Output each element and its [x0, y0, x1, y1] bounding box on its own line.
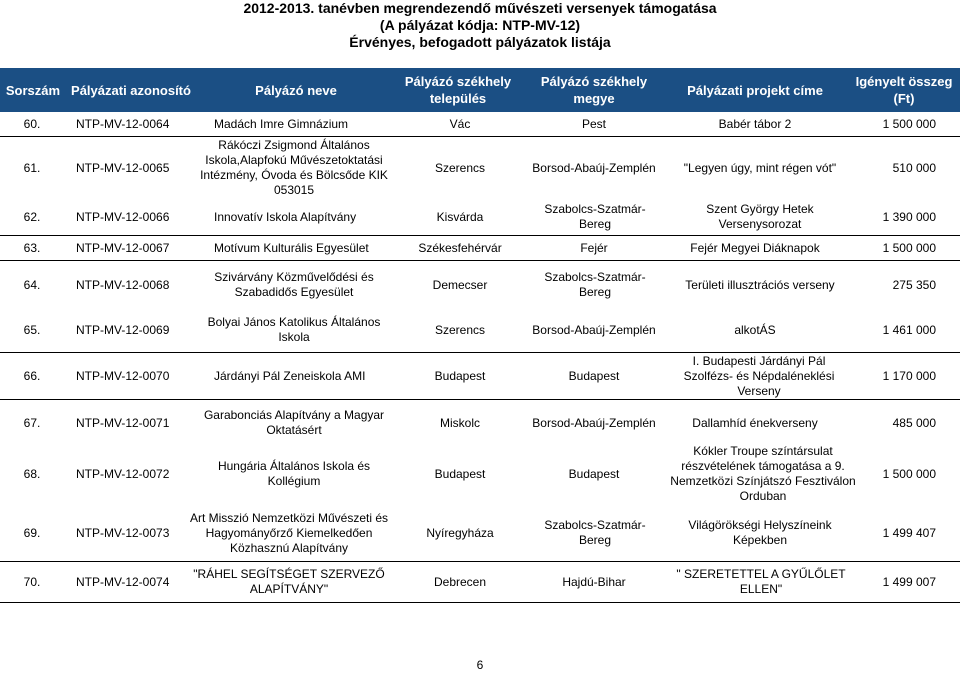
row-num: 64. [23, 277, 41, 292]
row-id: NTP-MV-12-0066 [76, 209, 170, 224]
row-project: Babér tábor 2 [718, 117, 792, 131]
row-project: Kókler Troupe színtársulat részvételének támogatása a 9. Nemzetközi Színjátszó Fesztiválon Orduban [670, 444, 856, 503]
row-amount: 275 350 [892, 277, 936, 292]
row-town: Székesfehérvár [418, 240, 502, 255]
row-amount: 1 170 000 [882, 368, 936, 383]
row-project: "Legyen úgy, mint régen vót" [683, 160, 837, 175]
row-name: Madách Imre Gimnázium [214, 117, 349, 131]
header-azonosito: Pályázati azonosító [71, 82, 191, 98]
row-project: alkotÁS [734, 322, 776, 337]
row-town: Demecser [432, 277, 488, 292]
row-name: Bolyai János Katolikus Általános Iskola [207, 315, 381, 344]
doc-title-line-2: (A pályázat kódja: NTP-MV-12) [379, 17, 581, 33]
row-town: Nyíregyháza [426, 525, 494, 540]
row-id: NTP-MV-12-0069 [76, 322, 170, 337]
table-row [0, 113, 960, 137]
row-name: Járdányi Pál Zeneiskola AMI [214, 368, 366, 383]
row-town: Szerencs [434, 160, 486, 175]
row-county: Borsod-Abaúj-Zemplén [532, 160, 656, 175]
row-project: I. Budapesti Járdányi Pál Szolfézs- és Népdaléneklési Verseny [683, 353, 835, 398]
row-name: "RÁHEL SEGÍTSÉGET SZERVEZŐ ALAPÍTVÁNY" [193, 567, 385, 596]
table-row [0, 236, 960, 261]
table-row [0, 353, 960, 400]
row-amount: 1 499 407 [882, 525, 936, 540]
row-num: 66. [23, 368, 41, 383]
row-num: 65. [23, 322, 41, 337]
row-county: Pest [581, 117, 606, 131]
row-id: NTP-MV-12-0072 [76, 466, 170, 481]
row-county: Hajdú-Bihar [562, 574, 626, 589]
row-num: 61. [23, 160, 41, 175]
row-town: Budapest [434, 368, 486, 383]
row-county: Szabolcs-Szatmár-Bereg [544, 202, 646, 231]
row-town: Kisvárda [436, 209, 484, 224]
row-name: Art Misszió Nemzetközi Művészeti és Hagyományőrző Kiemelkedően Közhasznú Alapítvány [189, 510, 389, 555]
row-name: Rákóczi Zsigmond Általános Iskola,Alapfokú Művészetoktatási Intézmény, Óvoda és Bölcsőde KIK 053015 [200, 138, 388, 197]
row-county: Budapest [568, 368, 620, 383]
header-megye: Pályázó székhely megye [540, 74, 648, 106]
row-town: Debrecen [433, 574, 487, 589]
row-num: 63. [23, 240, 41, 255]
row-county: Borsod-Abaúj-Zemplén [532, 322, 656, 337]
row-project: " SZERETETTEL A GYŰLŐLET ELLEN" [676, 567, 846, 596]
row-county: Fejér [580, 240, 608, 255]
row-town: Miskolc [439, 415, 480, 430]
row-amount: 1 461 000 [882, 322, 936, 337]
table-header [0, 68, 960, 112]
row-name: Innovatív Iskola Alapítvány [214, 209, 357, 224]
row-project: Dallamhíd énekverseny [692, 415, 818, 430]
row-id: NTP-MV-12-0070 [76, 368, 170, 383]
row-id: NTP-MV-12-0074 [76, 574, 170, 589]
row-num: 67. [23, 415, 41, 430]
row-amount: 1 499 007 [882, 574, 936, 589]
row-id: NTP-MV-12-0064 [76, 117, 170, 131]
row-county: Szabolcs-Szatmár-Bereg [544, 270, 646, 299]
row-project: Fejér Megyei Diáknapok [690, 240, 820, 255]
row-amount: 1 500 000 [882, 466, 936, 481]
doc-title-line-3: Érvényes, befogadott pályázatok listája [349, 34, 611, 50]
row-id: NTP-MV-12-0067 [76, 240, 170, 255]
row-name: Garabonciás Alapítvány a Magyar Oktatásért [203, 408, 385, 437]
row-town: Szerencs [434, 322, 486, 337]
table-row [0, 505, 960, 562]
table-row [0, 137, 960, 199]
table-row [0, 562, 960, 603]
table-row [0, 445, 960, 503]
table-row [0, 401, 960, 445]
doc-title-line-1: 2012-2013. tanévben megrendezendő művészeti versenyek támogatása [243, 0, 717, 16]
row-county: Borsod-Abaúj-Zemplén [532, 415, 656, 430]
row-num: 70. [23, 574, 41, 589]
row-id: NTP-MV-12-0065 [76, 160, 170, 175]
row-county: Szabolcs-Szatmár-Bereg [544, 518, 646, 547]
row-num: 62. [23, 209, 41, 224]
row-num: 68. [23, 466, 41, 481]
header-sorszam: Sorszám [5, 82, 61, 98]
header-osszeg: Igényelt összeg (Ft) [855, 74, 953, 106]
row-name: Hungária Általános Iskola és Kollégium [217, 459, 371, 488]
row-num: 60. [23, 117, 41, 131]
row-name: Szivárvány Közművelődési és Szabadidős Egyesület [214, 270, 374, 299]
page-number: 6 [476, 658, 484, 672]
row-town: Vác [449, 117, 471, 131]
row-county: Budapest [568, 466, 620, 481]
table-row [0, 262, 960, 308]
row-num: 69. [23, 525, 41, 540]
row-amount: 1 500 000 [882, 117, 936, 131]
row-name: Motívum Kulturális Egyesület [214, 240, 369, 255]
row-amount: 1 500 000 [882, 240, 936, 255]
row-id: NTP-MV-12-0073 [76, 525, 170, 540]
row-amount: 485 000 [892, 415, 936, 430]
header-telepules: Pályázó székhely település [404, 74, 512, 106]
row-project: Területi illusztrációs verseny [685, 277, 835, 292]
row-id: NTP-MV-12-0071 [76, 415, 170, 430]
table-row [0, 308, 960, 353]
header-cim: Pályázati projekt címe [687, 82, 823, 98]
row-project: Szent György Hetek Versenysorozat [706, 202, 814, 231]
row-amount: 1 390 000 [882, 209, 936, 224]
header-nev: Pályázó neve [255, 82, 337, 98]
row-town: Budapest [434, 466, 486, 481]
table-row [0, 199, 960, 236]
row-amount: 510 000 [892, 160, 936, 175]
row-project: Világörökségi Helyszíneink Képekben [688, 518, 832, 547]
row-id: NTP-MV-12-0068 [76, 277, 170, 292]
